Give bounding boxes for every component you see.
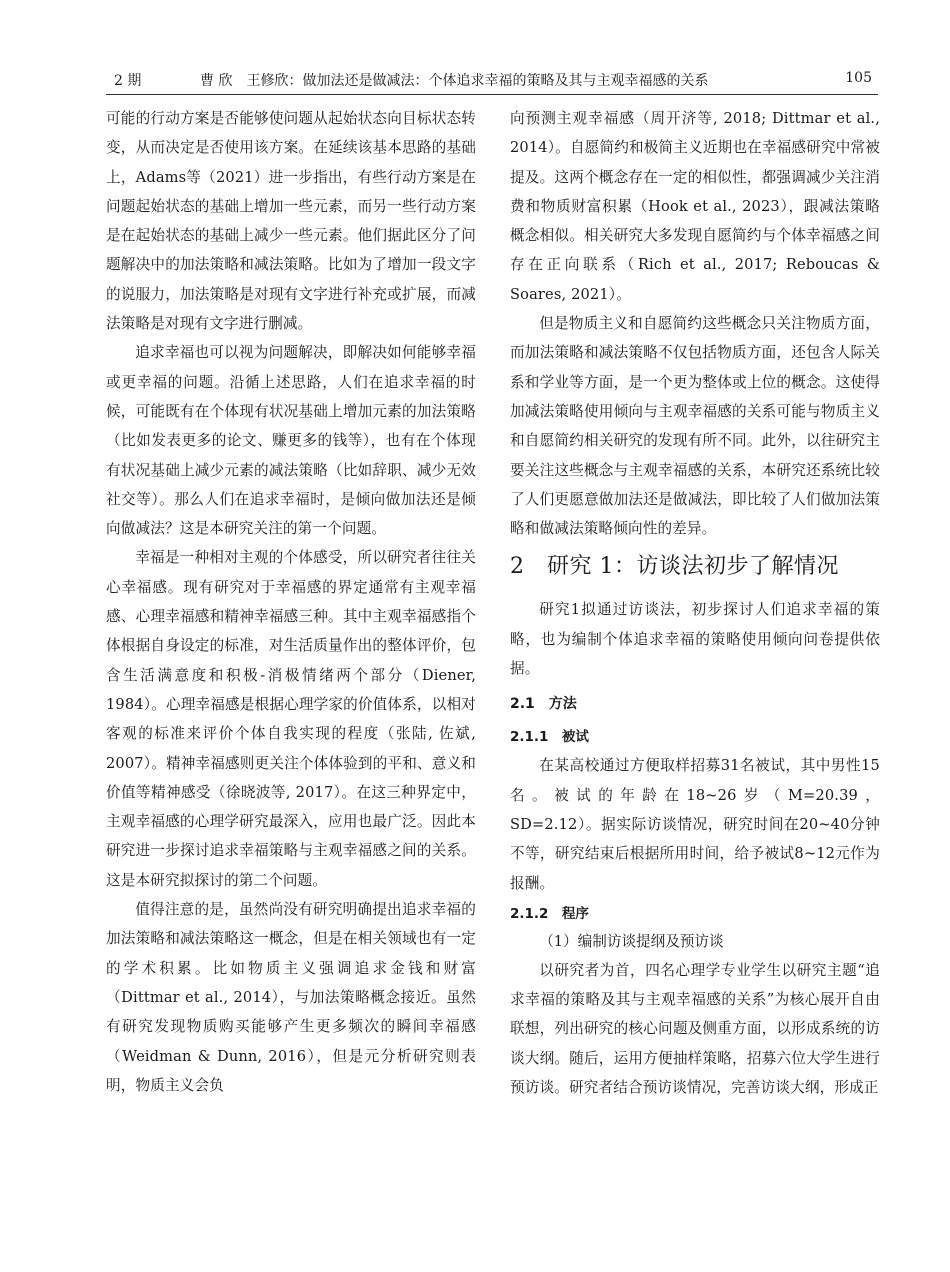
left-column (106, 104, 476, 1100)
paragraph: 值得注意的是，虽然尚没有研究明确提出追求幸福的加法策略和减法策略这一概念，但是在相关领域也有一定的学术积累。比如物质主义强调追求金钱和财富（Dittmar et al., 2014），与加法策略概念接近。虽然有研究发现物质购买能够产生更多频次的瞬间幸福感（Weidman & Dunn, 2016），但是元分析研究则表明，物质主义会负 (106, 901, 476, 1094)
paragraph: 幸福是一种相对主观的个体感受，所以研究者往往关心幸福感。现有研究对于幸福感的界定通常有主观幸福感、心理幸福感和精神幸福感三种。其中主观幸福感指个体根据自身设定的标准，对生活质量作出的整体评价，包含生活满意度和积极-消极情绪两个部分（Diener, 1984）。心理幸福感是根据心理学家的价值体系，以相对客观的标准来评价个体自我实现的程度（张陆, 佐斌, 2007）。精神幸福感则更关注个体体验到的平和、意义和价值等精神感受（徐晓波等, 2017）。在这三种界定中，主观幸福感的心理学研究最深入，应用也最广泛。因此本研究进一步探讨追求幸福策略与主观幸福感之间的关系。这是本研究拟探讨的第二个问题。 (106, 549, 476, 889)
issue-number: 2 期 (114, 73, 142, 89)
list-item: （1）编制访谈提纲及预访谈 (539, 932, 724, 950)
paragraph: 但是物质主义和自愿简约这些概念只关注物质方面，而加法策略和减法策略不仅包括物质方面，还包含人际关系和学业等方面，是一个更为整体或上位的概念。这使得加减法策略使用倾向与主观幸福感的关系可能与物质主义和自愿简约相关研究的发现有所不同。此外，以往研究主要关注这些概念与主观幸福感的关系，本研究还系统比较了人们更愿意做加法还是做减法，即比较了人们做加法策略和做减法策略倾向性的差异。 (510, 315, 880, 538)
subsubsection-heading: 2.1.1 被试 (510, 729, 589, 746)
page-number: 105 (845, 70, 872, 86)
paragraph: 可能的行动方案是否能够使问题从起始状态向目标状态转变，从而决定是否使用该方案。在延续该基本思路的基础上，Adams等（2021）进一步指出，有些行动方案是在问题起始状态的基础上增加一些元素，而另一些行动方案是在起始状态的基础上减少一些元素。他们据此区分了问题解决中的加法策略和减法策略。比如为了增加一段文字的说服力，加法策略是对现有文字进行补充或扩展，而减法策略是对现有文字进行删减。 (106, 110, 476, 333)
paragraph: 研究1拟通过访谈法，初步探讨人们追求幸福的策略，也为编制个体追求幸福的策略使用倾向问卷提供依据。 (510, 601, 880, 678)
running-header (106, 66, 878, 95)
subsubsection-heading: 2.1.2 程序 (510, 905, 589, 922)
right-column (510, 104, 880, 1102)
paragraph: 以研究者为首，四名心理学专业学生以研究主题“追求幸福的策略及其与主观幸福感的关系”为核心展开自由联想，列出研究的核心问题及侧重方面，以形成系统的访谈大纲。随后，运用方便抽样策略，招募六位大学生进行预访谈。研究者结合预访谈情况，完善访谈大纲，形成正 (510, 961, 880, 1097)
running-title: 曹 欣 王修欣：做加法还是做减法：个体追求幸福的策略及其与主观幸福感的关系 (200, 73, 709, 89)
paragraph: 在某高校通过方便取样招募31名被试，其中男性15名。被试的年龄在18~26岁（M=20.39，SD=2.12）。据实际访谈情况，研究时间在20~40分钟不等，研究结束后根据所用时间，给予被试8~12元作为报酬。 (510, 757, 880, 892)
paragraph: 向预测主观幸福感（周开济等, 2018; Dittmar et al., 2014）。自愿简约和极简主义近期也在幸福感研究中常被提及。这两个概念存在一定的相似性，都强调减少关注消费和物质财富积累（Hook et al., 2023），跟减法策略概念相似。相关研究大多发现自愿简约与个体幸福感之间存在正向联系（Rich et al., 2017; Reboucas & Soares, 2021）。 (510, 110, 880, 303)
subsection-heading: 2.1 方法 (510, 696, 577, 713)
paragraph: 追求幸福也可以视为问题解决，即解决如何能够幸福或更幸福的问题。沿循上述思路，人们在追求幸福的时候，可能既有在个体现有状况基础上增加元素的加法策略（比如发表更多的论文、赚更多的钱等），也有在个体现有状况基础上减少元素的减法策略（比如辞职、减少无效社交等）。那么人们在追求幸福时，是倾向做加法还是倾向做减法？这是本研究关注的第一个问题。 (106, 344, 476, 538)
section-heading: 2 研究 1：访谈法初步了解情况 (510, 554, 839, 580)
